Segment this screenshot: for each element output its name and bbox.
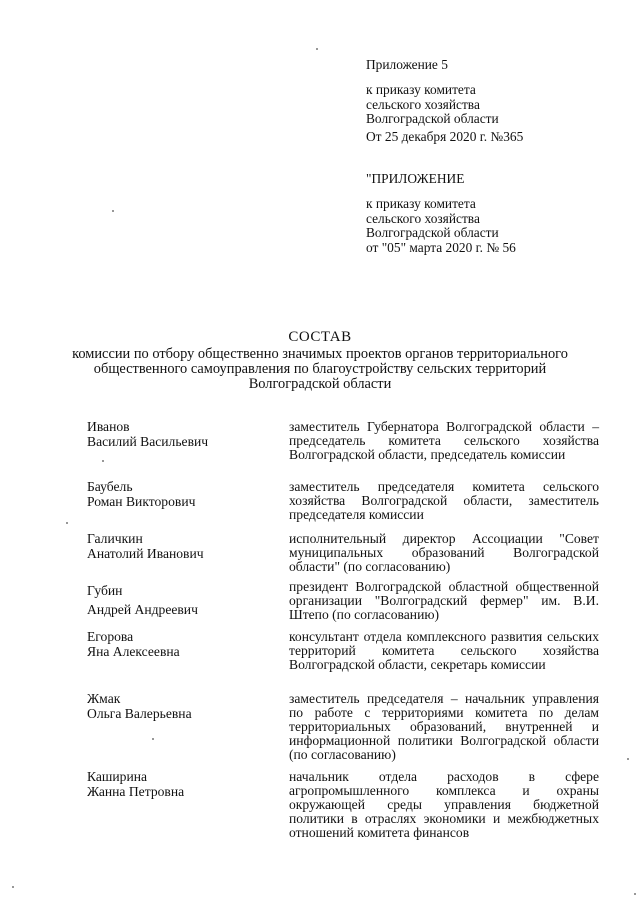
member-name: [87, 630, 267, 659]
member-name: [87, 584, 267, 617]
member-role: заместитель Губернатора Волгоградской области – председатель комитета сельского хозяйства Волгоградской области, председатель комиссии: [289, 419, 599, 462]
member-surname: Каширина: [87, 769, 148, 784]
member-surname: Губин: [87, 583, 123, 598]
appendix-title-text: Приложение 5: [366, 57, 448, 72]
member-surname: Егорова: [87, 629, 134, 644]
order-date: [366, 130, 616, 145]
member-surname: Баубель: [87, 479, 133, 494]
prev-order-ref-line: к приказу комитета: [366, 196, 476, 211]
member-role: президент Волгоградской областной общественной организации "Волгоградский фермер" им. В.И. Штепо (по согласованию): [289, 579, 599, 622]
member-given-name: Андрей Андреевич: [87, 601, 198, 617]
member-name: [87, 770, 267, 799]
appendix-title: [366, 58, 616, 73]
title-main: СОСТАВ: [288, 329, 352, 345]
member-name: [87, 532, 267, 561]
prev-order-ref-line: от "05" марта 2020 г. № 56: [366, 239, 516, 255]
order-reference: [366, 83, 616, 127]
member-role: заместитель председателя – начальник управления по работе с территориями комитета по делам территориальных образований, внутренней и информационной политики Волгоградской области (по согласованию): [289, 691, 599, 762]
order-ref-line: Волгоградской области: [366, 111, 499, 126]
previous-appendix-title: [366, 172, 616, 187]
scan-speck: [12, 886, 14, 888]
member-given-name: Роман Викторович: [87, 493, 196, 509]
member-surname: Иванов: [87, 419, 130, 434]
order-ref-line: к приказу комитета: [366, 82, 476, 97]
member-given-name: Жанна Петровна: [87, 783, 185, 799]
order-ref-line: сельского хозяйства: [366, 96, 480, 112]
member-given-name: Анатолий Иванович: [87, 545, 204, 561]
scan-speck: [627, 758, 629, 760]
member-role: начальник отдела расходов в сфере агропромышленного комплекса и охраны окружающей среды управления бюджетной политики в отраслях экономики и межбюджетных отношений комитета финансов: [289, 769, 599, 840]
scan-speck: [102, 460, 104, 462]
member-name: [87, 480, 267, 509]
prev-order-ref-line: сельского хозяйства: [366, 210, 480, 226]
previous-appendix-text: "ПРИЛОЖЕНИЕ: [366, 171, 465, 186]
scan-speck: [66, 522, 68, 524]
member-given-name: Василий Васильевич: [87, 433, 209, 449]
member-given-name: Ольга Валерьевна: [87, 705, 192, 721]
member-role: исполнительный директор Ассоциации "Совет муниципальных образований Волгоградской области" (по согласованию): [289, 531, 599, 574]
order-date-text: От 25 декабря 2020 г. №365: [366, 129, 524, 144]
member-surname: Жмак: [87, 691, 121, 706]
member-surname: Галичкин: [87, 531, 143, 546]
document-title: [60, 330, 580, 392]
previous-order-reference: [366, 197, 616, 255]
title-subtitle: комиссии по отбору общественно значимых проектов органов территориального общественного самоуправления по благоустройству сельских территорий Волгоградской области: [72, 345, 568, 392]
scan-speck: [316, 48, 318, 50]
member-name: [87, 420, 267, 449]
scan-speck: [152, 738, 154, 740]
scan-speck: [112, 210, 114, 212]
prev-order-ref-line: Волгоградской области: [366, 225, 499, 240]
member-role: консультант отдела комплексного развития сельских территорий комитета сельского хозяйства Волгоградской области, секретарь комиссии: [289, 629, 599, 672]
scan-speck: [634, 893, 636, 895]
member-role: заместитель председателя комитета сельского хозяйства Волгоградской области, заместитель председателя комиссии: [289, 479, 599, 522]
member-name: [87, 692, 267, 721]
member-given-name: Яна Алексеевна: [87, 643, 180, 659]
